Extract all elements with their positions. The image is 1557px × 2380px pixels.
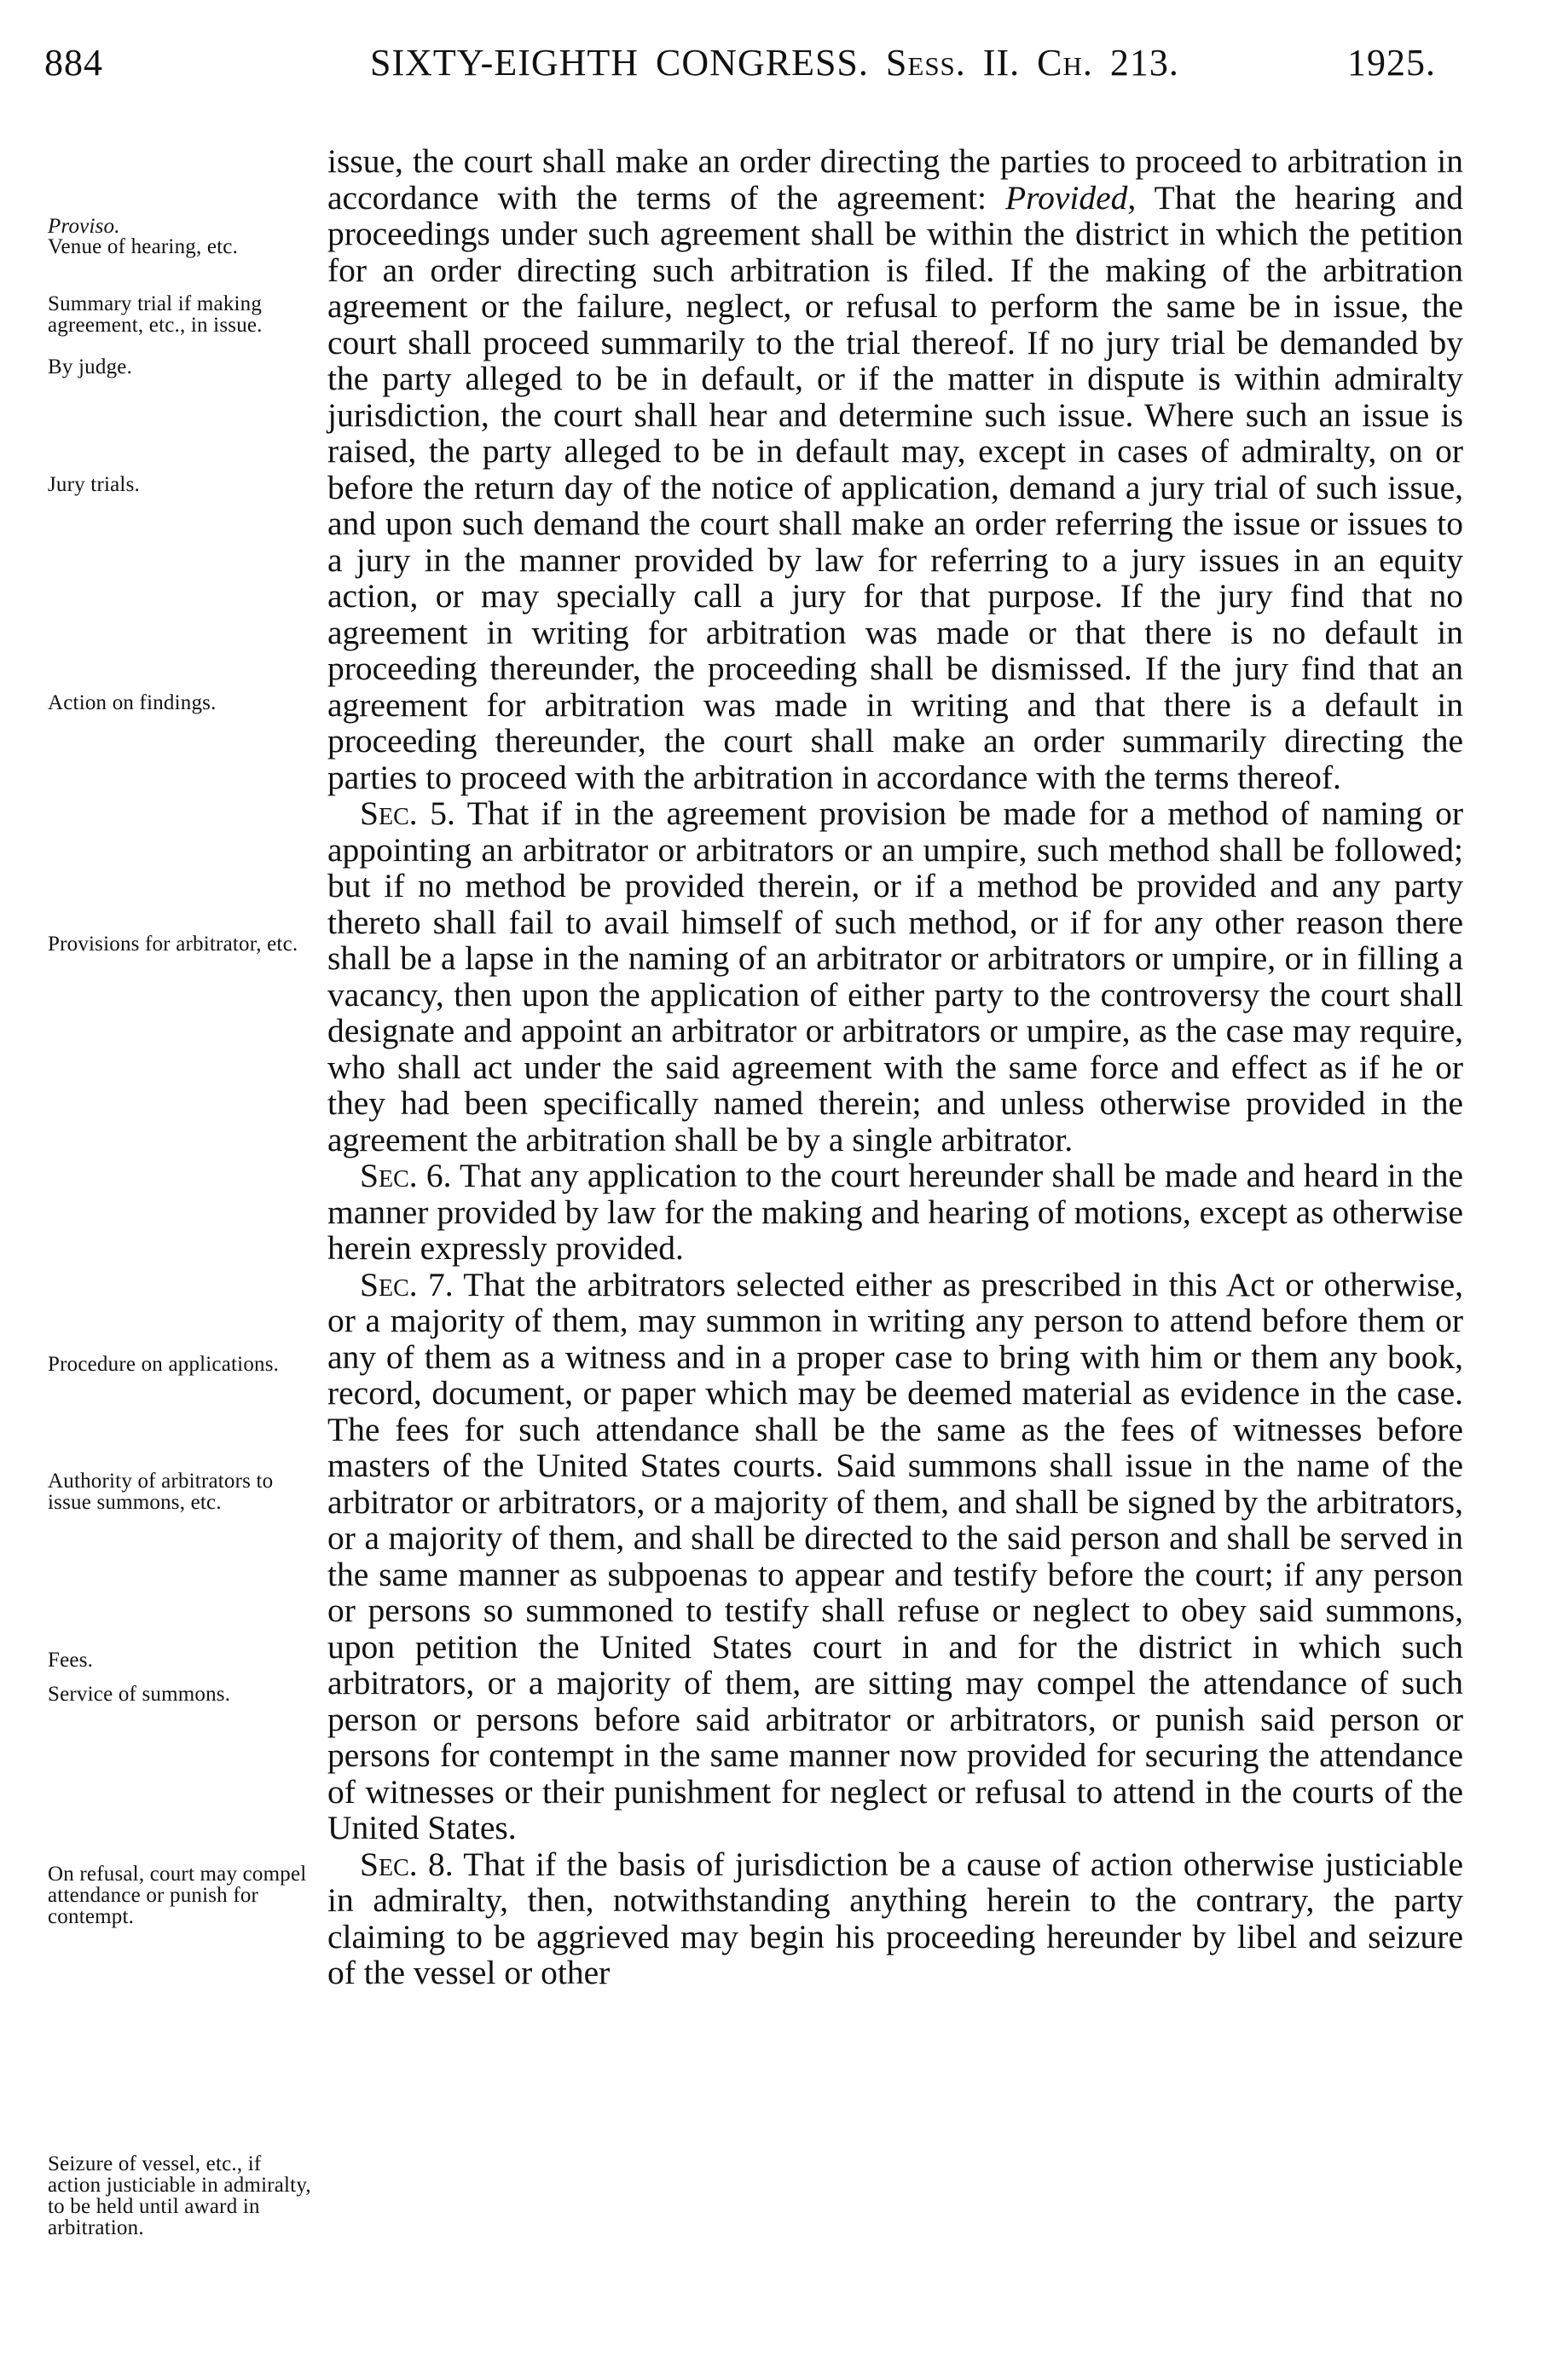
header-year: 1925.	[1347, 42, 1436, 84]
provided-word: Provided,	[1005, 178, 1137, 217]
margin-note-provisions-arbitrator: Provisions for arbitrator, etc.	[48, 933, 298, 956]
margin-note-proviso: Proviso.	[48, 215, 120, 238]
margin-note-venue: Venue of hearing, etc.	[48, 235, 239, 258]
section-8: Sec. 8. That if the basis of jurisdiction be a cause of action otherwise justiciable in admiralty, then, notwithstanding anything herein to the contrary, the party claiming to be aggrieved may begin his proceeding hereunder by libel and seizure of the vessel or other	[327, 1845, 1463, 1991]
section-6: Sec. 6. That any application to the court hereunder shall be made and heard in the manner provided by law for the making and hearing of motions, except as otherwise herein expressly provided.	[327, 1157, 1463, 1267]
running-header	[0, 38, 1557, 106]
margin-note-seizure-vessel: Seizure of vessel, etc., if action justiciable in admiralty, to be held until award in arbitration.	[48, 2152, 311, 2239]
margin-note-summary-trial: Summary trial if making agreement, etc., in issue.	[48, 292, 263, 337]
margin-note-procedure-applications: Procedure on applications.	[48, 1353, 280, 1376]
paragraph-continuation: issue, the court shall make an order directing the parties to proceed to arbitration in accordance with the terms of the agreement: Provided, That the hearing and proceedings under such agreement shall be within the district in which the petition for an order directing such arbitration is filed. If the making of the arbitration agreement or the failure, neglect, or refusal to perform the same be in issue, the court shall proceed summarily to the trial thereof. If no jury trial be demanded by the party alleged to be in default, or if the matter in dispute is within admiralty jurisdiction, the court shall hear and determine such issue. Where such an issue is raised, the party alleged to be in default may, except in cases of admiralty, on or before the return day of the notice of application, demand a jury trial of such issue, and upon such demand the court shall make an order referring the issue or issues to a jury in the manner provided by law for referring to a jury issues in an equity action, or may specially call a jury for that purpose. If the jury find that no agreement in writing for arbitration was made or that there is no default in proceeding thereunder, the proceeding shall be dismissed. If the jury find that an agreement for arbitration was made in writing and that there is a default in proceeding thereunder, the court shall make an order summarily directing the parties to proceed with the arbitration in accordance with the terms thereof.	[327, 142, 1463, 796]
chapter-label: Ch. 213.	[1037, 42, 1179, 84]
statute-text	[327, 143, 1463, 1991]
margin-note-authority-summons: Authority of arbitrators to issue summons, etc.	[48, 1470, 274, 1514]
margin-note-action-on-findings: Action on findings.	[48, 691, 217, 714]
section-5: Sec. 5. That if in the agreement provision be made for a method of naming or appointing an arbitrator or arbitrators or an umpire, such method shall be followed; but if no method be provided therein, or if a method be provided and any party thereto shall fail to avail himself of such method, or if for any other reason there shall be a lapse in the naming of an arbitrator or arbitrators or umpire, or in filling a vacancy, then upon the application of either party to the controversy the court shall designate and appoint an arbitrator or arbitrators or umpire, as the case may require, who shall act under the said agreement with the same force and effect as if he or they had been specifically named therein; and unless otherwise provided in the agreement the arbitration shall be by a single arbitrator.	[327, 794, 1463, 1158]
session-label: Sess. II.	[885, 42, 1021, 84]
margin-note-fees: Fees.	[48, 1649, 94, 1672]
margin-note-jury-trials: Jury trials.	[48, 473, 140, 496]
section-5-label: Sec. 5.	[360, 794, 455, 832]
margin-note-by-judge: By judge.	[48, 355, 133, 378]
section-6-label: Sec. 6.	[360, 1157, 452, 1194]
margin-note-service-summons: Service of summons.	[48, 1683, 231, 1706]
running-title	[370, 38, 1179, 89]
congress-title: SIXTY-EIGHTH CONGRESS.	[370, 42, 869, 84]
margin-note-on-refusal: On refusal, court may compel attendance or punish for contempt.	[48, 1863, 307, 1928]
section-8-label: Sec. 8.	[360, 1845, 454, 1883]
section-7-label: Sec. 7.	[360, 1265, 454, 1303]
page-number: 884	[44, 42, 103, 84]
section-7: Sec. 7. That the arbitrators selected either as prescribed in this Act or otherwise, or a majority of them, may summon in writing any person to attend before them or any of them as a witness and in a proper case to bring with him or them any book, record, document, or paper which may be deemed material as evidence in the case. The fees for such attendance shall be the same as the fees of witnesses before masters of the United States courts. Said summons shall issue in the name of the arbitrator or arbitrators, or a majority of them, and shall be signed by the arbitrators, or a majority of them, and shall be directed to the said person and shall be served in the same manner as subpoenas to appear and testify before the court; if any person or persons so summoned to testify shall refuse or neglect to obey said summons, upon petition the United States court in and for the district in which such arbitrators, or a majority of them, are sitting may compel the attendance of such person or persons before said arbitrator or arbitrators, or punish said person or persons for contempt in the same manner now provided for securing the attendance of witnesses or their punishment for neglect or refusal to attend in the courts of the United States.	[327, 1265, 1463, 1846]
